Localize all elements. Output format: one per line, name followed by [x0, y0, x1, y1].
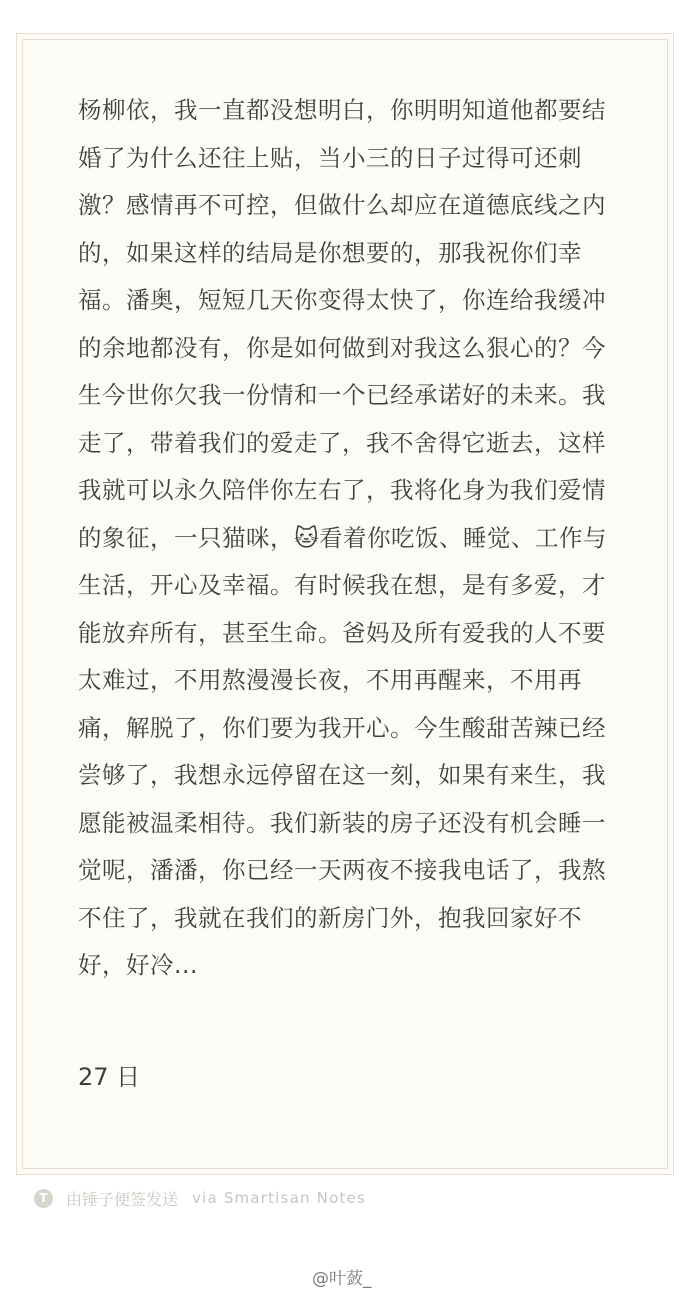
sent-via-label-en: via Smartisan Notes	[192, 1189, 366, 1207]
watermark-username: @叶蔹_	[312, 1269, 372, 1289]
note-date: 27 日	[78, 1063, 141, 1091]
smartisan-t-icon: T	[34, 1189, 53, 1208]
sent-via-label-cn: 由锤子便签发送	[66, 1189, 179, 1209]
note-card	[16, 33, 674, 1175]
note-footer	[34, 1186, 366, 1210]
note-body-text: 杨柳依，我一直都没想明白，你明明知道他都要结婚了为什么还往上贴，当小三的日子过得可还刺激？感情再不可控，但做什么却应在道德底线之内的，如果这样的结局是你想要的，那我祝你们幸福。潘奥，短短几天你变得太快了，你连给我缓冲的余地都没有，你是如何做到对我这么狠心的？今生今世你欠我一份情和一个已经承诺好的未来。我走了，带着我们的爱走了，我不舍得它逝去，这样我就可以永久陪伴你左右了，我将化身为我们爱情的象征，一只猫咪，🐱看着你吃饭、睡觉、工作与生活，开心及幸福。有时候我在想，是有多爱，才能放弃所有，甚至生命。爸妈及所有爱我的人不要太难过，不用熬漫漫长夜，不用再醒来，不用再痛，解脱了，你们要为我开心。今生酸甜苦辣已经尝够了，我想永远停留在这一刻，如果有来生，我愿能被温柔相待。我们新装的房子还没有机会睡一觉呢，潘潘，你已经一天两夜不接我电话了，我熬不住了，我就在我们的新房门外，抱我回家好不好，好冷...	[78, 96, 607, 979]
